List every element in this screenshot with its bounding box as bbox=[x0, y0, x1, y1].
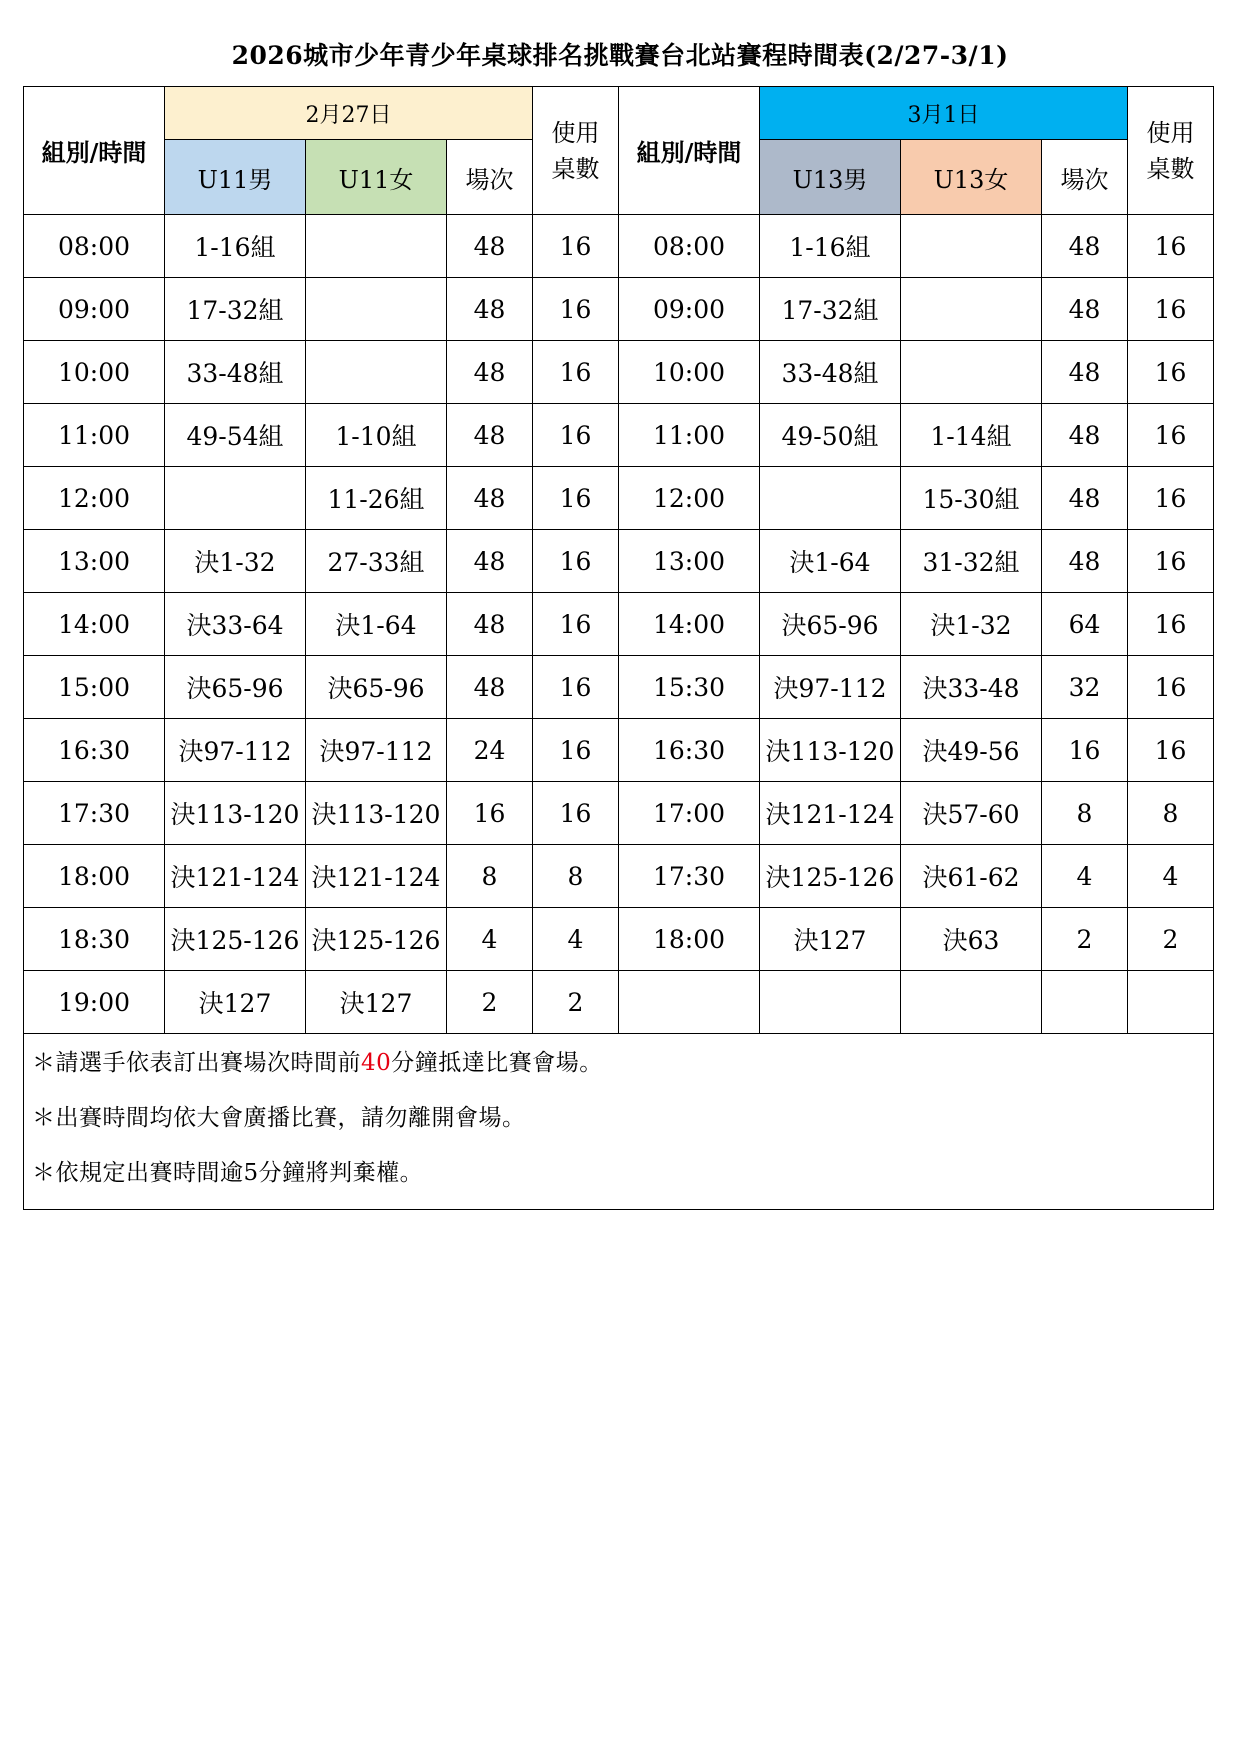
day1-matches: 2 bbox=[447, 971, 533, 1034]
day2-time: 15:30 bbox=[619, 656, 760, 719]
day2-time: 12:00 bbox=[619, 467, 760, 530]
day2-matches: 48 bbox=[1042, 215, 1128, 278]
day1-u11-girls: 決97-112 bbox=[306, 719, 447, 782]
day1-matches: 48 bbox=[447, 404, 533, 467]
day1-u11-boys: 決33-64 bbox=[165, 593, 306, 656]
day1-u11-boys: 1-16組 bbox=[165, 215, 306, 278]
notes-row bbox=[24, 1034, 1214, 1210]
group-time-header: 組別/時間 bbox=[24, 87, 165, 215]
day1-u11-boys: 決127 bbox=[165, 971, 306, 1034]
day1-tables: 16 bbox=[533, 341, 619, 404]
day2-u13-boys: 決65-96 bbox=[760, 593, 901, 656]
day2-tables: 8 bbox=[1128, 782, 1214, 845]
day2-matches: 8 bbox=[1042, 782, 1128, 845]
day1-u11-boys bbox=[165, 467, 306, 530]
day1-u11-girls bbox=[306, 215, 447, 278]
day1-time: 16:30 bbox=[24, 719, 165, 782]
day2-time: 13:00 bbox=[619, 530, 760, 593]
day2-u13-girls: 1-14組 bbox=[901, 404, 1042, 467]
day1-matches: 4 bbox=[447, 908, 533, 971]
day2-matches: 32 bbox=[1042, 656, 1128, 719]
day1-time: 18:30 bbox=[24, 908, 165, 971]
day1-u11-girls: 決1-64 bbox=[306, 593, 447, 656]
table-row bbox=[24, 845, 1214, 908]
day2-time: 09:00 bbox=[619, 278, 760, 341]
day1-u11-girls bbox=[306, 341, 447, 404]
table-row bbox=[24, 404, 1214, 467]
day1-tables: 16 bbox=[533, 404, 619, 467]
table-row bbox=[24, 908, 1214, 971]
day2-matches: 48 bbox=[1042, 530, 1128, 593]
day2-u13-boys: 17-32組 bbox=[760, 278, 901, 341]
day2-matches bbox=[1042, 971, 1128, 1034]
day2-tables: 16 bbox=[1128, 656, 1214, 719]
day1-u11-boys: 決65-96 bbox=[165, 656, 306, 719]
day2-matches: 64 bbox=[1042, 593, 1128, 656]
day1-tables: 16 bbox=[533, 593, 619, 656]
day2-u13-boys: 決127 bbox=[760, 908, 901, 971]
day1-u11-girls: 決127 bbox=[306, 971, 447, 1034]
day1-tables: 16 bbox=[533, 278, 619, 341]
day1-matches: 48 bbox=[447, 593, 533, 656]
day1-u11-boys: 決1-32 bbox=[165, 530, 306, 593]
table-row bbox=[24, 782, 1214, 845]
group-time-header: 組別/時間 bbox=[619, 87, 760, 215]
day2-u13-boys: 決1-64 bbox=[760, 530, 901, 593]
day2-u13-boys: 決121-124 bbox=[760, 782, 901, 845]
day2-tables: 16 bbox=[1128, 530, 1214, 593]
table-row bbox=[24, 593, 1214, 656]
day1-time: 09:00 bbox=[24, 278, 165, 341]
category-u13-boys: U13男 bbox=[760, 140, 901, 215]
day2-tables: 16 bbox=[1128, 467, 1214, 530]
day2-tables: 16 bbox=[1128, 341, 1214, 404]
day1-tables: 16 bbox=[533, 467, 619, 530]
day1-time: 12:00 bbox=[24, 467, 165, 530]
day2-tables: 16 bbox=[1128, 593, 1214, 656]
table-row bbox=[24, 530, 1214, 593]
table-row bbox=[24, 341, 1214, 404]
day1-time: 15:00 bbox=[24, 656, 165, 719]
day2-u13-girls: 決1-32 bbox=[901, 593, 1042, 656]
table-row bbox=[24, 278, 1214, 341]
day2-u13-boys: 49-50組 bbox=[760, 404, 901, 467]
day1-tables: 16 bbox=[533, 215, 619, 278]
day2-u13-boys bbox=[760, 467, 901, 530]
day1-u11-girls: 11-26組 bbox=[306, 467, 447, 530]
day1-matches: 48 bbox=[447, 530, 533, 593]
day2-matches: 2 bbox=[1042, 908, 1128, 971]
day2-u13-girls: 決61-62 bbox=[901, 845, 1042, 908]
day1-tables: 16 bbox=[533, 782, 619, 845]
day2-matches: 4 bbox=[1042, 845, 1128, 908]
day2-u13-girls bbox=[901, 215, 1042, 278]
day1-time: 13:00 bbox=[24, 530, 165, 593]
day2-time: 17:30 bbox=[619, 845, 760, 908]
day1-time: 11:00 bbox=[24, 404, 165, 467]
day1-u11-girls: 決121-124 bbox=[306, 845, 447, 908]
table-row bbox=[24, 215, 1214, 278]
day2-time bbox=[619, 971, 760, 1034]
day2-time: 17:00 bbox=[619, 782, 760, 845]
day1-u11-boys: 17-32組 bbox=[165, 278, 306, 341]
day2-u13-boys: 決125-126 bbox=[760, 845, 901, 908]
day2-u13-girls: 決57-60 bbox=[901, 782, 1042, 845]
category-u11-boys: U11男 bbox=[165, 140, 306, 215]
notes-cell bbox=[24, 1034, 1214, 1210]
table-row bbox=[24, 467, 1214, 530]
day2-time: 14:00 bbox=[619, 593, 760, 656]
day2-u13-boys bbox=[760, 971, 901, 1034]
day1-time: 14:00 bbox=[24, 593, 165, 656]
day2-u13-girls: 決33-48 bbox=[901, 656, 1042, 719]
day2-time: 16:30 bbox=[619, 719, 760, 782]
day1-matches: 48 bbox=[447, 467, 533, 530]
table-row bbox=[24, 971, 1214, 1034]
day2-tables: 2 bbox=[1128, 908, 1214, 971]
day2-tables: 16 bbox=[1128, 278, 1214, 341]
day2-tables: 4 bbox=[1128, 845, 1214, 908]
tables-used-header: 使用 桌數 bbox=[1128, 87, 1214, 215]
day1-tables: 8 bbox=[533, 845, 619, 908]
day2-time: 10:00 bbox=[619, 341, 760, 404]
matches-header: 場次 bbox=[1042, 140, 1128, 215]
day2-time: 08:00 bbox=[619, 215, 760, 278]
day1-u11-girls: 決113-120 bbox=[306, 782, 447, 845]
day2-date-header: 3月1日 bbox=[760, 87, 1128, 140]
day2-u13-boys: 1-16組 bbox=[760, 215, 901, 278]
note-forfeit: ＊依規定出賽時間逾5分鐘將判棄權。 bbox=[32, 1160, 424, 1186]
day1-u11-boys: 決97-112 bbox=[165, 719, 306, 782]
day1-u11-girls bbox=[306, 278, 447, 341]
day1-date-header: 2月27日 bbox=[165, 87, 533, 140]
table-row bbox=[24, 656, 1214, 719]
day2-u13-girls: 決63 bbox=[901, 908, 1042, 971]
day1-matches: 48 bbox=[447, 656, 533, 719]
day2-tables: 16 bbox=[1128, 215, 1214, 278]
day1-u11-girls: 27-33組 bbox=[306, 530, 447, 593]
day1-u11-boys: 決121-124 bbox=[165, 845, 306, 908]
day2-time: 11:00 bbox=[619, 404, 760, 467]
day1-tables: 16 bbox=[533, 719, 619, 782]
day2-u13-girls: 決49-56 bbox=[901, 719, 1042, 782]
day1-matches: 48 bbox=[447, 278, 533, 341]
day1-tables: 16 bbox=[533, 656, 619, 719]
day1-tables: 2 bbox=[533, 971, 619, 1034]
day1-u11-boys: 33-48組 bbox=[165, 341, 306, 404]
day2-u13-girls: 15-30組 bbox=[901, 467, 1042, 530]
day2-tables bbox=[1128, 971, 1214, 1034]
day2-u13-girls: 31-32組 bbox=[901, 530, 1042, 593]
tables-used-header: 使用 桌數 bbox=[533, 87, 619, 215]
day1-time: 17:30 bbox=[24, 782, 165, 845]
day1-tables: 4 bbox=[533, 908, 619, 971]
day2-matches: 48 bbox=[1042, 341, 1128, 404]
note-arrival: ＊請選手依表訂出賽場次時間前40分鐘抵達比賽會場。 bbox=[32, 1050, 603, 1076]
day2-matches: 48 bbox=[1042, 467, 1128, 530]
day2-u13-boys: 決97-112 bbox=[760, 656, 901, 719]
day1-matches: 16 bbox=[447, 782, 533, 845]
note-broadcast: ＊出賽時間均依大會廣播比賽，請勿離開會場。 bbox=[32, 1105, 526, 1131]
day2-u13-girls bbox=[901, 341, 1042, 404]
day1-time: 10:00 bbox=[24, 341, 165, 404]
day2-u13-boys: 33-48組 bbox=[760, 341, 901, 404]
matches-header: 場次 bbox=[447, 140, 533, 215]
day1-time: 18:00 bbox=[24, 845, 165, 908]
category-u13-girls: U13女 bbox=[901, 140, 1042, 215]
day1-matches: 48 bbox=[447, 215, 533, 278]
category-u11-girls: U11女 bbox=[306, 140, 447, 215]
day1-u11-boys: 49-54組 bbox=[165, 404, 306, 467]
day1-matches: 48 bbox=[447, 341, 533, 404]
day2-tables: 16 bbox=[1128, 404, 1214, 467]
page-title: 2026城市少年青少年桌球排名挑戰賽台北站賽程時間表(2/27-3/1) bbox=[231, 41, 1009, 70]
day2-u13-boys: 決113-120 bbox=[760, 719, 901, 782]
table-row bbox=[24, 719, 1214, 782]
day2-matches: 16 bbox=[1042, 719, 1128, 782]
day1-u11-girls: 決125-126 bbox=[306, 908, 447, 971]
day2-matches: 48 bbox=[1042, 278, 1128, 341]
day1-time: 19:00 bbox=[24, 971, 165, 1034]
header-row-dates bbox=[24, 87, 1214, 140]
day2-tables: 16 bbox=[1128, 719, 1214, 782]
day1-u11-boys: 決113-120 bbox=[165, 782, 306, 845]
day1-u11-girls: 1-10組 bbox=[306, 404, 447, 467]
schedule-table bbox=[23, 86, 1214, 1210]
highlight-minutes: 40 bbox=[361, 1050, 392, 1076]
day1-u11-girls: 決65-96 bbox=[306, 656, 447, 719]
day2-u13-girls bbox=[901, 278, 1042, 341]
day2-matches: 48 bbox=[1042, 404, 1128, 467]
day1-matches: 24 bbox=[447, 719, 533, 782]
day2-u13-girls bbox=[901, 971, 1042, 1034]
day1-u11-boys: 決125-126 bbox=[165, 908, 306, 971]
day1-tables: 16 bbox=[533, 530, 619, 593]
day1-matches: 8 bbox=[447, 845, 533, 908]
day2-time: 18:00 bbox=[619, 908, 760, 971]
day1-time: 08:00 bbox=[24, 215, 165, 278]
